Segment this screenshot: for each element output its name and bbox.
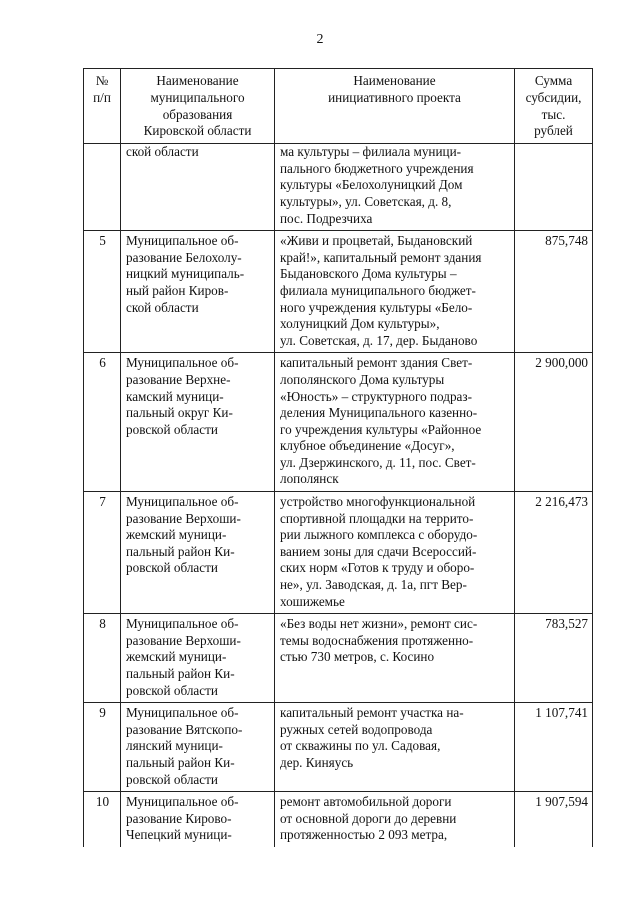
header-amount: Сумма субсидии, тыс. рублей [515, 69, 593, 144]
municipality-cell-line: пальный район Ки- [126, 543, 235, 559]
project-cell-line: пального бюджетного учреждения [280, 160, 474, 176]
header-project: Наименование инициативного проекта [275, 69, 515, 144]
project-cell-line: стью 730 метров, с. Косино [280, 649, 435, 665]
row-number: 7 [84, 492, 121, 614]
amount-cell: 2 900,000 [515, 353, 593, 492]
municipality-cell-line: разование Вятскопо- [126, 721, 243, 737]
municipality-cell-line: разование Белохолу- [126, 249, 242, 265]
row-number: 10 [84, 792, 121, 847]
project-cell [275, 492, 515, 614]
project-cell [275, 231, 515, 353]
municipality-cell [121, 492, 275, 614]
municipality-cell-line: Муниципальное об- [126, 616, 239, 632]
project-cell-line: Быдановского Дома культуры – [280, 266, 457, 282]
project-cell-line: ного учреждения культуры «Бело- [280, 299, 473, 315]
municipality-cell-line: Муниципальное об- [126, 494, 239, 510]
project-cell-line: протяженностью 2 093 метра, [280, 827, 448, 843]
municipality-cell-line: Муниципальное об- [126, 794, 239, 810]
project-cell-line: дер. Киняусь [280, 754, 354, 770]
project-cell-line: клубное объединение «Досуг», [280, 438, 455, 454]
municipality-cell-line: жемский муници- [126, 649, 227, 665]
table-row [84, 231, 593, 353]
municipality-cell [121, 353, 275, 492]
project-cell-line: устройство многофункциональной [280, 494, 476, 510]
project-cell-line: рии лыжного комплекса с оборудо- [280, 527, 478, 543]
table-row [84, 614, 593, 703]
amount-cell: 875,748 [515, 231, 593, 353]
municipality-cell [121, 792, 275, 847]
municipality-cell-line: разование Верхоши- [126, 510, 241, 526]
project-cell-line: темы водоснабжения протяженно- [280, 632, 474, 648]
row-number: 8 [84, 614, 121, 703]
amount-cell [515, 144, 593, 231]
municipality-cell-line: ровской области [126, 771, 218, 787]
municipality-cell-line: разование Кирово- [126, 810, 232, 826]
row-number: 9 [84, 703, 121, 792]
table-header-row [84, 69, 593, 144]
municipality-cell-line: Муниципальное об- [126, 233, 239, 249]
municipality-cell-line: ницкий муниципаль- [126, 266, 245, 282]
municipality-cell-line: Муниципальное об- [126, 705, 239, 721]
municipality-cell-line: пальный район Ки- [126, 754, 235, 770]
municipality-cell-line: ровской области [126, 682, 218, 698]
project-cell-line: ма культуры – филиала муници- [280, 144, 462, 160]
project-cell-line: лополянск [280, 471, 339, 487]
municipality-cell-line: ровской области [126, 560, 218, 576]
amount-cell: 1 107,741 [515, 703, 593, 792]
project-cell-line: деления Муниципального казенно- [280, 405, 478, 421]
municipality-cell-line: разование Верхне- [126, 371, 231, 387]
header-no: № п/п [84, 69, 121, 144]
project-cell-line: ружных сетей водопровода [280, 721, 433, 737]
municipality-cell-line: лянский муници- [126, 738, 223, 754]
municipality-cell-line: пальный район Ки- [126, 666, 235, 681]
project-cell-line: от основной дороги до деревни [280, 810, 457, 826]
project-cell-line: пос. Подрезчиха [280, 210, 373, 226]
page-number: 2 [316, 32, 324, 47]
municipality-cell [121, 144, 275, 231]
municipality-cell-line: камский муници- [126, 388, 224, 404]
project-cell [275, 144, 515, 231]
project-cell-line: «Юность» – структурного подраз- [280, 388, 472, 404]
project-cell-line: ул. Советская, д. 17, дер. Быданово [280, 332, 478, 348]
amount-cell: 2 216,473 [515, 492, 593, 614]
project-cell-line: край!», капитальный ремонт здания [280, 249, 482, 265]
project-cell-line: капитальный ремонт здания Свет- [280, 355, 473, 371]
municipality-cell-line: ровской области [126, 421, 218, 437]
table-row [84, 492, 593, 614]
municipality-cell-line: ской области [126, 144, 199, 160]
project-cell-line: спортивной площадки на террито- [280, 510, 474, 526]
row-number: 5 [84, 231, 121, 353]
project-cell-line: «Живи и процветай, Быдановский [280, 233, 473, 249]
amount-cell: 1 907,594 [515, 792, 593, 847]
project-cell-line: культуры», ул. Советская, д. 8, [280, 193, 452, 209]
project-cell-line: ских норм «Готов к труду и оборо- [280, 560, 475, 576]
municipality-cell-line: ный район Киров- [126, 282, 229, 298]
project-cell-line: ул. Дзержинского, д. 11, пос. Свет- [280, 454, 476, 470]
project-cell [275, 703, 515, 792]
municipality-cell [121, 614, 275, 703]
project-cell-line: ванием зоны для сдачи Всероссий- [280, 543, 477, 559]
project-cell-line: го учреждения культуры «Районное [280, 421, 482, 437]
table-row [84, 792, 593, 847]
project-cell-line: культуры «Белохолуницкий Дом [280, 177, 463, 193]
municipality-cell-line: ской области [126, 299, 199, 315]
amount-cell: 783,527 [515, 614, 593, 703]
project-cell-line: не», ул. Заводская, д. 1а, пгт Вер- [280, 577, 467, 593]
project-cell [275, 614, 515, 703]
project-cell-line: капитальный ремонт участка на- [280, 705, 464, 721]
project-cell [275, 792, 515, 847]
municipality-cell-line: разование Верхоши- [126, 632, 241, 648]
project-cell-line: «Без воды нет жизни», ремонт сис- [280, 616, 478, 632]
subsidy-table [83, 68, 593, 847]
table-row [84, 703, 593, 792]
project-cell-line: ремонт автомобильной дороги [280, 794, 452, 810]
municipality-cell-line: пальный округ Ки- [126, 405, 233, 421]
row-number: 6 [84, 353, 121, 492]
project-cell-line: хошижемье [280, 593, 345, 609]
project-cell-line: холуницкий Дом культуры», [280, 316, 440, 332]
project-cell [275, 353, 515, 492]
row-number [84, 144, 121, 231]
municipality-cell [121, 231, 275, 353]
municipality-cell-line: жемский муници- [126, 527, 227, 543]
municipality-cell-line: Чепецкий муници- [126, 827, 232, 843]
municipality-cell [121, 703, 275, 792]
table-row [84, 353, 593, 492]
municipality-cell-line: Муниципальное об- [126, 355, 239, 371]
table-row [84, 144, 593, 231]
project-cell-line: от скважины по ул. Садовая, [280, 738, 441, 754]
project-cell-line: лополянского Дома культуры [280, 371, 445, 387]
project-cell-line: филиала муниципального бюджет- [280, 282, 476, 298]
header-municipality: Наименование муниципального образования Кировской области [121, 69, 275, 144]
